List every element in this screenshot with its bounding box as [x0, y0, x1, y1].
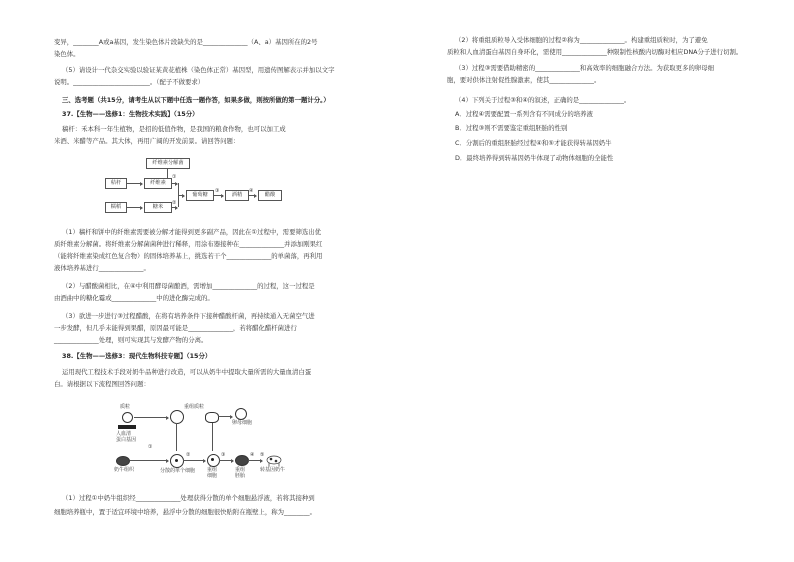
- oocyte-icon: [205, 412, 219, 423]
- label-cow-tissue: 奶牛组织: [114, 467, 135, 473]
- nucleus-icon: [175, 459, 178, 462]
- arrow: [248, 195, 256, 196]
- step-marker: ④: [250, 452, 255, 458]
- text-line: 一步发酵，但几乎未能得到果醋，原因最可能是______________，若将醋化醋杆菌进行: [54, 324, 297, 332]
- option-d: D．最终培养得到转基因奶牛体现了动物体细胞的全能性: [455, 154, 614, 162]
- connector: [212, 423, 213, 451]
- label-oocyte: 卵母细胞: [232, 420, 253, 426]
- arrow: [171, 207, 177, 208]
- flowchart-straw-processing: [100, 150, 280, 220]
- text-line: （3）欲进一步进行③过程醋酸，在将有培养条件下接种醋酸杆菌，再持续通入无菌空气进: [62, 312, 315, 320]
- step-marker: ③: [221, 452, 226, 458]
- option-b: B．过程③则不需要鉴定重组胚胎的性别: [455, 124, 568, 132]
- text-line: 胞，要对供体注射促性腺激素，使其______________。: [447, 76, 601, 84]
- step-marker: ①: [172, 174, 177, 180]
- arrow: [218, 416, 232, 417]
- arrow: [248, 460, 262, 461]
- text-line: （5）请设计一代杂交实验以验证某黄花植株（染色体正常）基因型，用遗传图解表示并加以文字: [62, 66, 335, 74]
- text-line: 液体培养基进行______________。: [54, 264, 150, 272]
- text-line: 说明。________________________。（配子不做要求）: [54, 78, 205, 86]
- text-line: 运用现代工程技术手段对奶牛品种进行改造，可以从奶牛中提取大量所需的大量血清白蛋: [62, 368, 312, 376]
- arrow: [183, 460, 205, 461]
- box-rice: 糯稻: [105, 202, 127, 213]
- flowchart-transgenic-cow: [110, 400, 310, 480]
- box-starch: 糖米: [144, 202, 172, 213]
- box-cellulose: 纤维素: [144, 178, 172, 189]
- label-single-cells: 分散的单个细胞: [160, 468, 196, 474]
- section-heading: 三、选考题（共15分，请考生从以下题中任选一题作答，如果多做，则按所做的第一题计分。）: [62, 96, 330, 104]
- text-line: 质纤维素分解菌。将纤维素分解菌菌种进行稀释，用涂布器接种在______________并添加刚果红: [54, 240, 323, 248]
- box-glucose: 葡萄糖: [186, 190, 214, 201]
- connector: [167, 168, 168, 178]
- text-line: （1）稿杆和饼中的纤维素需要被分解才能得到更多副产品，因此在①过程中，需要筛选出优: [62, 228, 322, 236]
- arrow: [178, 195, 184, 196]
- label-recombinant-embryo: 重组 胚胎: [235, 467, 246, 479]
- text-line: （2）将重组质粒导入受体细胞的过程②称为______________。构建重组质粒时，为了避免: [455, 36, 708, 44]
- text-line: 细胞培养瓶中，置于适宜环境中培养，悬浮中分散的细胞很快贴附在瓶壁上，称为________。: [54, 508, 317, 516]
- question-heading: 38.【生物——选修3：现代生物科技专题】（15分）: [62, 352, 212, 360]
- arrow: [126, 183, 142, 184]
- text-line: 染色体。: [54, 50, 80, 58]
- text-line: 由酒曲中的糖化霉或______________中的进化酶完成的。: [54, 294, 214, 302]
- text-line: （1）过程①中奶牛组织经______________处理获得分散的单个细胞悬浮液，若将其接种到: [62, 494, 315, 502]
- text-line: ______________处理，则可实现其与发酵产物的分离。: [54, 336, 208, 344]
- text-line: 变异，________A或a基因，发生染色体片段缺失的是______________（A、a）基因所在的2号: [54, 38, 318, 46]
- step-marker: ②: [186, 452, 191, 458]
- plasmid-icon: [122, 412, 133, 423]
- step-marker: ⑤: [260, 452, 265, 458]
- text-line: （2）与醋酸菌相比，在④中利用酵母菌酿酒，需增加______________的过程，这一过程是: [62, 282, 315, 290]
- text-line: 米酒、米醋等产品。其大体，再用广阔的开发前景。请回答问题：: [54, 137, 240, 145]
- step-marker: ②: [172, 200, 177, 206]
- gene-segment-icon: [118, 425, 136, 429]
- option-a: A．过程④需要配置一系列含有不同成分的培养液: [455, 110, 593, 118]
- text-line: （4）下列关于过程③和④的叙述，正确的是______________。: [455, 96, 631, 104]
- right-page: [397, 0, 794, 562]
- label-recombinant-cell: 重组 细胞: [207, 467, 218, 479]
- question-heading: 37.【生物——选修1：生物技术实践】（15分）: [62, 110, 199, 118]
- arrow: [219, 460, 233, 461]
- label-recombinant-plasmid: 重组质粒: [184, 404, 205, 410]
- arrow: [213, 195, 223, 196]
- recombinant-plasmid-icon: [170, 410, 184, 424]
- step-marker: ④: [249, 188, 254, 194]
- text-line: （能将纤维素染成红色复合物）的固体培养基上，挑选若干个______________的单菌落，再利用: [54, 252, 323, 260]
- option-c: C．分割后的重组胚胎经过程④和⑤才能获得转基因奶牛: [455, 139, 612, 147]
- arrow: [171, 183, 177, 184]
- label-human-serum-albumin-gene: 人血清 蛋白基因: [116, 431, 137, 443]
- arrow: [130, 460, 168, 461]
- arrow: [134, 417, 168, 418]
- label-transgenic-cow: 转基因奶牛: [260, 467, 286, 473]
- connector: [176, 423, 177, 451]
- oocyte-cell-icon: [235, 408, 247, 420]
- cow-icon: [265, 452, 283, 464]
- text-line: 白。请根据以下流程图回答问题：: [54, 380, 150, 388]
- label-plasmid: 质粒: [120, 404, 131, 410]
- text-line: 稿杆：禾本科一年生植物，是招的低值作物，是我国的粮食作物，也可以加工成: [62, 125, 286, 133]
- step-marker: ③: [215, 188, 220, 194]
- box-acetic-acid: 醋酸: [258, 190, 282, 201]
- text-line: （3）过程③需要借助精密的______________和高效率的细胞融合方法。为获取更多的卵母细: [455, 64, 715, 72]
- text-line: 质粒和人血清蛋白基因自身环化，需使用______________种限制性核酸内切酶对相应DNA分子进行切割。: [447, 48, 743, 56]
- box-alcohol: 酒精: [225, 190, 249, 201]
- step-marker: ①: [148, 444, 153, 450]
- arrow: [126, 207, 142, 208]
- cow-tissue-icon: [116, 456, 130, 466]
- box-cellulose-decomposer: 纤维素分解菌: [146, 158, 190, 169]
- box-straw: 秸杆: [105, 178, 127, 189]
- recombinant-embryo-icon: [235, 455, 249, 466]
- nucleus-icon: [211, 458, 214, 461]
